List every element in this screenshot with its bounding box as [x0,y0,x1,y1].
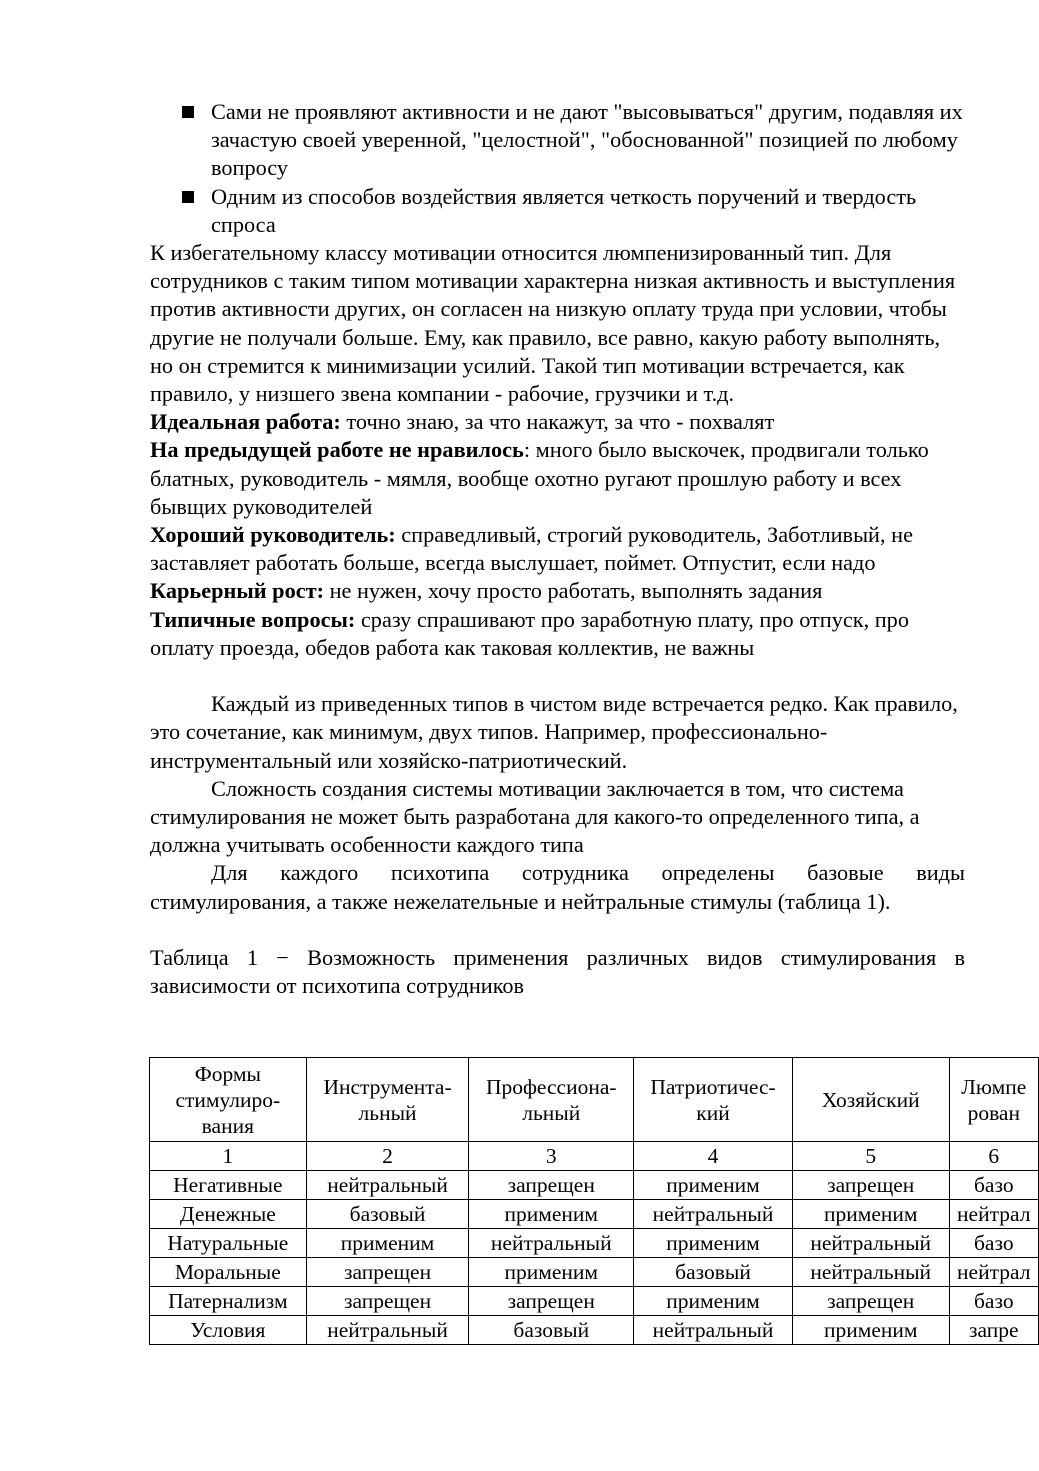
bullet-item [150,98,965,183]
table-cell: нейтрал [949,1200,1038,1229]
table-cell: Патернализм [150,1287,307,1316]
table-cell: применим [306,1229,469,1258]
trait-label: Типичные вопросы: [150,606,356,632]
bullet-item [150,183,965,239]
trait-label: Карьерный рост: [150,578,325,604]
table-cell: базовый [469,1316,634,1345]
table-cell: базо [949,1171,1038,1200]
table-cell: запрещен [469,1287,634,1316]
header-cell: Формы стимулиро-вания [150,1058,307,1142]
bullet-text: Одним из способов воздействия является четкость поручений и твердость спроса [211,183,917,237]
header-cell: Инструмента-льный [306,1058,469,1142]
number-cell: 5 [792,1142,949,1171]
body-paragraph: Для каждого психотипа сотрудника определены базовые виды стимулирования, а также нежелательные и нейтральные стимулы (таблица 1). [150,860,965,914]
table-cell: базовый [306,1200,469,1229]
table-row [150,1171,1039,1200]
trait-label: Хороший руководитель: [150,522,396,548]
table-cell: Негативные [150,1171,307,1200]
table-cell: базо [949,1287,1038,1316]
trait-previous-job [150,436,965,521]
table-cell: применим [469,1258,634,1287]
trait-label: На предыдущей работе не нравилось [150,437,524,463]
table-cell: нейтральный [634,1316,793,1345]
table-cell: запрещен [306,1287,469,1316]
body-paragraph: Каждый из приведенных типов в чистом виде встречается редко. Как правило, это сочетание, как минимум, двух типов. Например, профессионально-инструментальный или хозяйско-патриотический. [150,691,958,773]
table-number-row [150,1142,1039,1171]
table-cell: применим [634,1171,793,1200]
number-cell: 3 [469,1142,634,1171]
table-cell: запрещен [792,1287,949,1316]
table-cell: применим [792,1316,949,1345]
trait-ideal-job [150,408,965,436]
table-cell: нейтральный [634,1200,793,1229]
table-cell: Денежные [150,1200,307,1229]
trait-questions [150,606,965,662]
bullet-list [150,98,965,239]
number-cell: 1 [150,1142,307,1171]
table-cell: нейтрал [949,1258,1038,1287]
table-caption: Таблица 1 − Возможность применения различных видов стимулирования в зависимости от психотипа сотрудников [150,944,965,999]
trait-good-manager [150,521,965,577]
table-cell: нейтральный [306,1171,469,1200]
table-cell: запрещен [792,1171,949,1200]
table-header-row [150,1058,1039,1142]
trait-label: Идеальная работа: [150,409,341,435]
table-cell: нейтральный [792,1229,949,1258]
header-cell: Профессиона-льный [469,1058,634,1142]
intro-paragraph: К избегательному классу мотивации относится люмпенизированный тип. Для сотрудников с таким типом мотивации характерна низкая активность и выступления против активности других, он согласен на низкую оплату труда при условии, чтобы другие не получали больше. Ему, как правило, все равно, какую работу выполнять, но он стремится к минимизации усилий. Такой тип мотивации встречается, как правило, у низшего звена компании - рабочие, грузчики и т.д. [150,240,956,407]
header-cell: Люмпе рован [949,1058,1038,1142]
number-cell: 4 [634,1142,793,1171]
trait-career [150,577,965,605]
table-container [149,1057,1039,1345]
table-row [150,1200,1039,1229]
table-cell: запрещен [306,1258,469,1287]
trait-text: : много было выскочек, продвигали только блатных, руководитель - мямля, вообще охотно ругают прошлую работу и всех бывщих руководителей [150,437,929,519]
number-cell: 2 [306,1142,469,1171]
table-cell: нейтральный [792,1258,949,1287]
table-row [150,1287,1039,1316]
table-cell: Моральные [150,1258,307,1287]
bullet-text: Сами не проявляют активности и не дают "высовываться" другим, подавляя их зачастую своей уверенной, "целостной", "обоснованной" позицией по любому вопросу [211,99,963,181]
blank-line [150,916,965,944]
blank-line [150,662,965,690]
table-cell: нейтральный [469,1229,634,1258]
trait-text: точно знаю, за что накажут, за что - похвалят [340,409,775,435]
table-cell: нейтральный [306,1316,469,1345]
table-row [150,1229,1039,1258]
table-cell: Натуральные [150,1229,307,1258]
table-cell: базо [949,1229,1038,1258]
table-cell: применим [792,1200,949,1229]
square-bullet-icon [182,106,194,118]
trait-text: справедливый, строгий руководитель, Заботливый, не заставляет работать больше, всегда выслушает, поймет. Отпустит, если надо [150,522,913,576]
table-row [150,1258,1039,1287]
table-cell: запре [949,1316,1038,1345]
body-paragraph: Сложность создания системы мотивации заключается в том, что система стимулирования не может быть разработана для какого-то определенного типа, а должна учитывать особенности каждого типа [150,775,920,858]
table-cell: применим [634,1229,793,1258]
trait-text: сразу спрашивают про заработную плату, про отпуск, про оплату проезда, обедов работа как таковая коллектив, не важны [150,606,909,660]
table-cell: запрещен [469,1171,634,1200]
header-cell: Патриотичес-кий [634,1058,793,1142]
table-cell: применим [634,1287,793,1316]
header-cell: Хозяйский [792,1058,949,1142]
trait-text: не нужен, хочу просто работать, выполнять задания [324,578,823,604]
table-row [150,1316,1039,1345]
document-body [150,98,965,1000]
number-cell: 6 [949,1142,1038,1171]
table-cell: базовый [634,1258,793,1287]
square-bullet-icon [182,191,194,203]
stimulation-table [149,1057,1039,1345]
table-cell: Условия [150,1316,307,1345]
table-cell: применим [469,1200,634,1229]
